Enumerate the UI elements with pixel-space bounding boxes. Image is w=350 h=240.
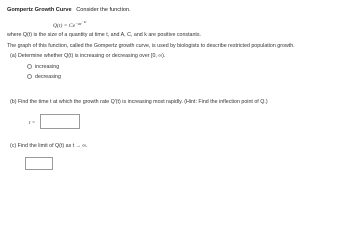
part-c-prompt: (c) Find the limit of Q(t) as t → ∞. xyxy=(10,143,88,149)
option-increasing-label: increasing xyxy=(35,64,60,70)
option-decreasing[interactable] xyxy=(27,74,61,81)
formula-exponent: −ae−kt xyxy=(75,20,87,26)
option-decreasing-label: decreasing xyxy=(35,74,61,80)
formula-exponent-inner: −kt xyxy=(81,20,87,24)
radio-decreasing[interactable] xyxy=(27,74,32,79)
problem-title xyxy=(7,7,131,14)
where-line: where Q(t) is the size of a quantity at time t, and A, C, and k are positive constants. xyxy=(7,32,202,38)
t-answer-input[interactable] xyxy=(40,114,80,129)
graph-description: The graph of this function, called the Gompertz growth curve, is used by biologists to describe restricted population growth. xyxy=(7,43,295,49)
radio-increasing[interactable] xyxy=(27,64,32,69)
part-b-prompt: (b) Find the time t at which the growth rate Q′(t) is increasing most rapidly. (Hint: Find the inflection point of Q.) xyxy=(10,99,268,105)
gompertz-formula xyxy=(53,20,86,30)
option-increasing[interactable] xyxy=(27,64,59,71)
limit-answer-input[interactable] xyxy=(25,157,53,170)
instruction-text: Consider the function. xyxy=(76,7,131,13)
part-a-prompt: (a) Determine whether Q(t) is increasing or decreasing over [0, ∞). xyxy=(10,53,166,59)
title-text: Gompertz Growth Curve xyxy=(7,7,72,13)
t-equals-label: t = xyxy=(29,120,36,126)
formula-lhs: Q(t) = Ce xyxy=(53,23,76,29)
